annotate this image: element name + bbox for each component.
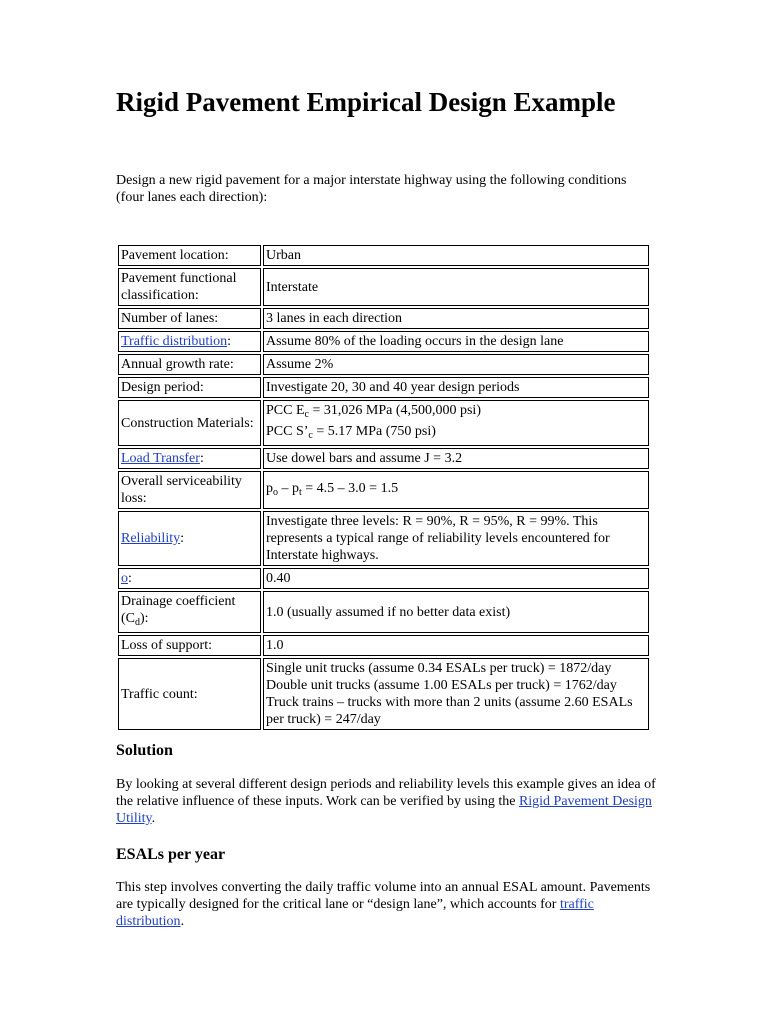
load-transfer-value: Use dowel bars and assume J = 3.2 — [263, 448, 649, 469]
esals-paragraph: This step involves converting the daily traffic volume into an annual ESAL amount. Pavements are typically designed for the critical lane or “design lane”, which accounts for traffic distribution. — [116, 880, 651, 929]
so-value: 0.40 — [263, 568, 649, 589]
design-utility-link[interactable]: Rigid Pavement Design Utility — [116, 794, 652, 826]
traffic-distribution-value: Assume 80% of the loading occurs in the design lane — [263, 331, 649, 352]
label-colon: : — [227, 334, 232, 349]
table-row — [118, 658, 649, 730]
design-period-label: Design period: — [118, 377, 261, 398]
table-row — [118, 635, 649, 656]
reliability-link[interactable]: Reliability — [121, 531, 181, 546]
traffic-count-line: Double unit trucks (assume 1.00 ESALs per truck) = 1762/day — [266, 678, 617, 693]
table-row — [118, 308, 649, 329]
solution-heading: Solution — [116, 742, 173, 759]
page-title: Rigid Pavement Empirical Design Example — [116, 87, 616, 117]
design-parameters-table — [116, 243, 651, 732]
serviceability-label: Overall serviceability loss: — [118, 471, 261, 509]
loss-support-value: 1.0 — [263, 635, 649, 656]
traffic-distribution-link[interactable]: Traffic distribution — [121, 334, 228, 349]
serviceability-value: $p_o - p_t = 4.5 - 3.0 = 1.5$ — [263, 471, 649, 509]
lanes-label: Number of lanes: — [118, 308, 261, 329]
traffic-count-line: Single unit trucks (assume 0.34 ESALs per truck) = 1872/day — [266, 661, 612, 676]
table-row — [118, 377, 649, 398]
materials-line-sc: PCC $S’_c = 5.17$ MPa (750 psi) — [266, 424, 436, 441]
reliability-value: Investigate three levels: R = 90%, R = 95%, R = 99%. This represents a typical range of reliability levels encountered for Interstate highways. — [263, 511, 649, 566]
traffic-distribution-inline-link[interactable]: traffic distribution — [116, 897, 594, 929]
intro-paragraph: Design a new rigid pavement for a major interstate highway using the following conditions (four lanes each direction): — [116, 173, 627, 205]
loss-support-label: Loss of support: — [118, 635, 261, 656]
functional-class-value: Interstate — [263, 268, 649, 306]
growth-rate-label: Annual growth rate: — [118, 354, 261, 375]
table-row — [118, 448, 649, 469]
table-row — [118, 331, 649, 352]
functional-class-label: Pavement functional classification: — [118, 268, 261, 306]
label-colon: : — [199, 451, 204, 466]
design-period-value: Investigate 20, 30 and 40 year design periods — [263, 377, 649, 398]
lanes-value: 3 lanes in each direction — [263, 308, 649, 329]
esals-heading: ESALs per year — [116, 846, 226, 863]
growth-rate-value: Assume 2% — [263, 354, 649, 375]
pavement-location-value: Urban — [263, 245, 649, 266]
table-row — [118, 400, 649, 446]
label-colon: : — [180, 531, 184, 546]
drainage-value: 1.0 (usually assumed if no better data exist) — [263, 591, 649, 633]
table-row — [118, 471, 649, 509]
solution-paragraph: By looking at several different design periods and reliability levels this example gives an idea of the relative influence of these inputs. Work can be verified by using the Rigid Pavement Design Utility. — [116, 777, 656, 826]
table-row — [118, 354, 649, 375]
table-row — [118, 568, 649, 589]
traffic-count-line: Truck trains – trucks with more than 2 units (assume 2.60 ESALs per truck) = 247/day — [266, 695, 633, 727]
materials-label: Construction Materials: — [118, 400, 261, 446]
label-colon: : — [128, 571, 132, 586]
materials-value — [263, 400, 649, 446]
traffic-count-value — [263, 658, 649, 730]
load-transfer-label — [118, 448, 261, 469]
drainage-label: Drainage coefficient $(C_d)$: — [118, 591, 261, 633]
table-row — [118, 245, 649, 266]
traffic-distribution-label — [118, 331, 261, 352]
traffic-count-label: Traffic count: — [118, 658, 261, 730]
table-row — [118, 511, 649, 566]
table-row — [118, 268, 649, 306]
so-label — [118, 568, 261, 589]
materials-line-ec: PCC $E_c = 31,026$ MPa (4,500,000 psi) — [266, 403, 481, 420]
so-link[interactable]: o — [121, 571, 128, 586]
table-row — [118, 591, 649, 633]
reliability-label — [118, 511, 261, 566]
pavement-location-label: Pavement location: — [118, 245, 261, 266]
load-transfer-link[interactable]: Load Transfer — [121, 451, 200, 466]
